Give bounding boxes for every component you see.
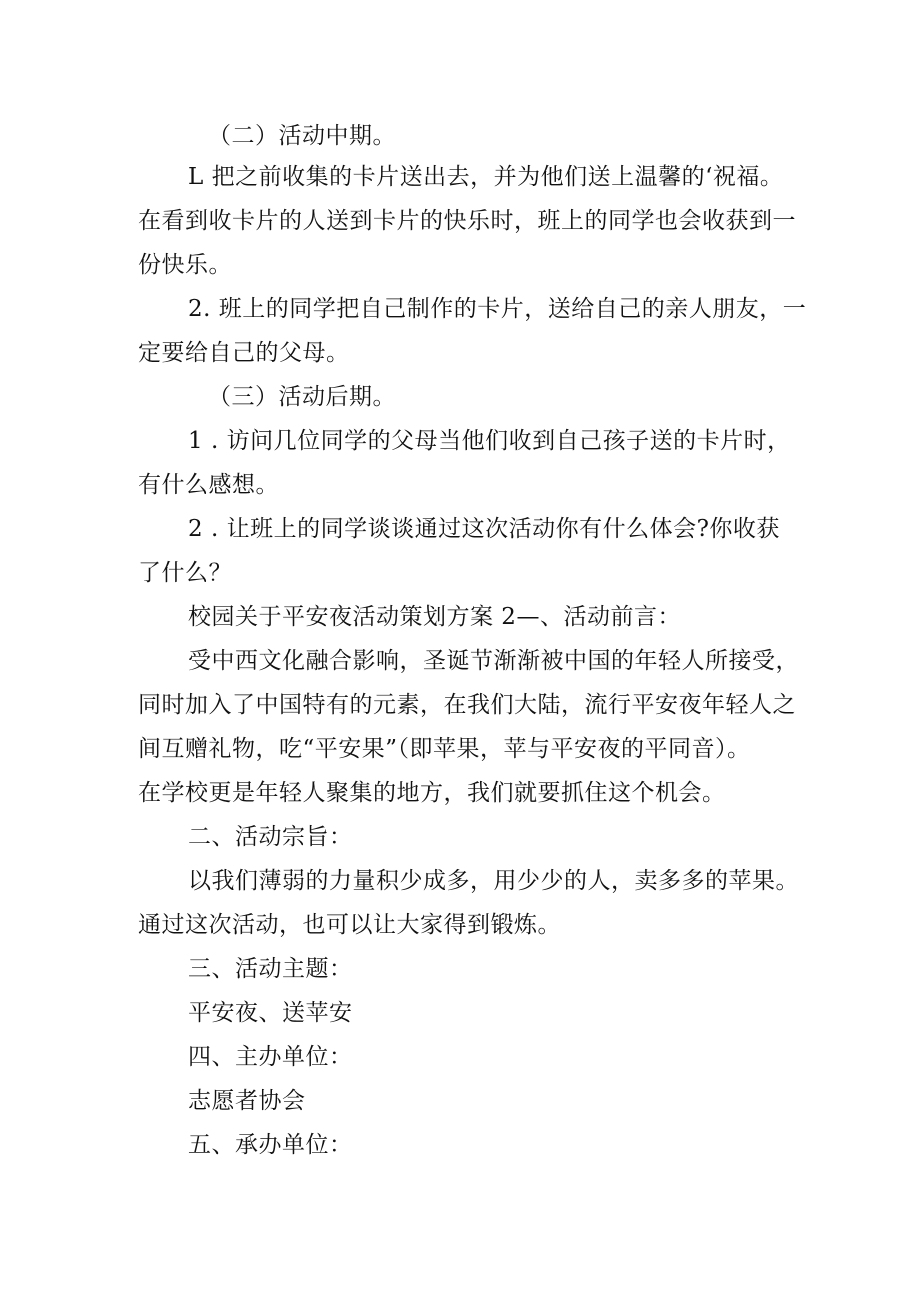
paragraph-line: 2 . 让班上的同学谈谈通过这次活动你有什么体会?你收获 [188, 516, 780, 542]
paragraph-line: 2. 班上的同学把自己制作的卡片，送给自己的亲人朋友，一 [188, 296, 807, 322]
paragraph-line: 1 . 访问几位同学的父母当他们收到自己孩子送的卡片时， [188, 428, 791, 454]
section-heading-mid-phase: （二）活动中期。 [208, 123, 396, 149]
section-heading-organizer: 四、主办单位： [188, 1044, 353, 1070]
paragraph-line: 间互赠礼物，吃“平安果”（即苹果，苹与平安夜的平同音）。 [138, 736, 751, 762]
paragraph-line: 同时加入了中国特有的元素，在我们大陆，流行平安夜年轻人之 [138, 692, 796, 718]
section-heading-host: 五、承办单位： [188, 1132, 353, 1158]
plan-title-line: 校园关于平安夜活动策划方案 2—、活动前言： [188, 604, 681, 630]
paragraph-line: 在看到收卡片的人送到卡片的快乐时，班上的同学也会收获到一 [138, 208, 796, 234]
paragraph-line: 受中西文化融合影响，圣诞节渐渐被中国的年轻人所接受， [188, 648, 799, 674]
paragraph-line: L 把之前收集的卡片送出去，并为他们送上温馨的‘祝福。 [188, 164, 784, 190]
organizer-value: 志愿者协会 [188, 1088, 306, 1114]
section-heading-late-phase: （三）活动后期。 [208, 384, 396, 410]
paragraph-line: 通过这次活动，也可以让大家得到锻炼。 [138, 912, 561, 938]
paragraph-line: 份快乐。 [138, 252, 232, 278]
paragraph-line: 在学校更是年轻人聚集的地方，我们就要抓住这个机会。 [138, 780, 726, 806]
section-heading-theme: 三、活动主题： [188, 956, 353, 982]
paragraph-line: 有什么感想。 [138, 472, 279, 498]
section-heading-purpose: 二、活动宗旨： [188, 824, 353, 850]
paragraph-line: 了什么？ [138, 560, 232, 586]
paragraph-line: 定要给自己的父母。 [138, 340, 350, 366]
theme-value: 平安夜、送苹安 [188, 1000, 353, 1026]
paragraph-line: 以我们薄弱的力量积少成多，用少少的人，卖多多的苹果。 [188, 868, 799, 894]
